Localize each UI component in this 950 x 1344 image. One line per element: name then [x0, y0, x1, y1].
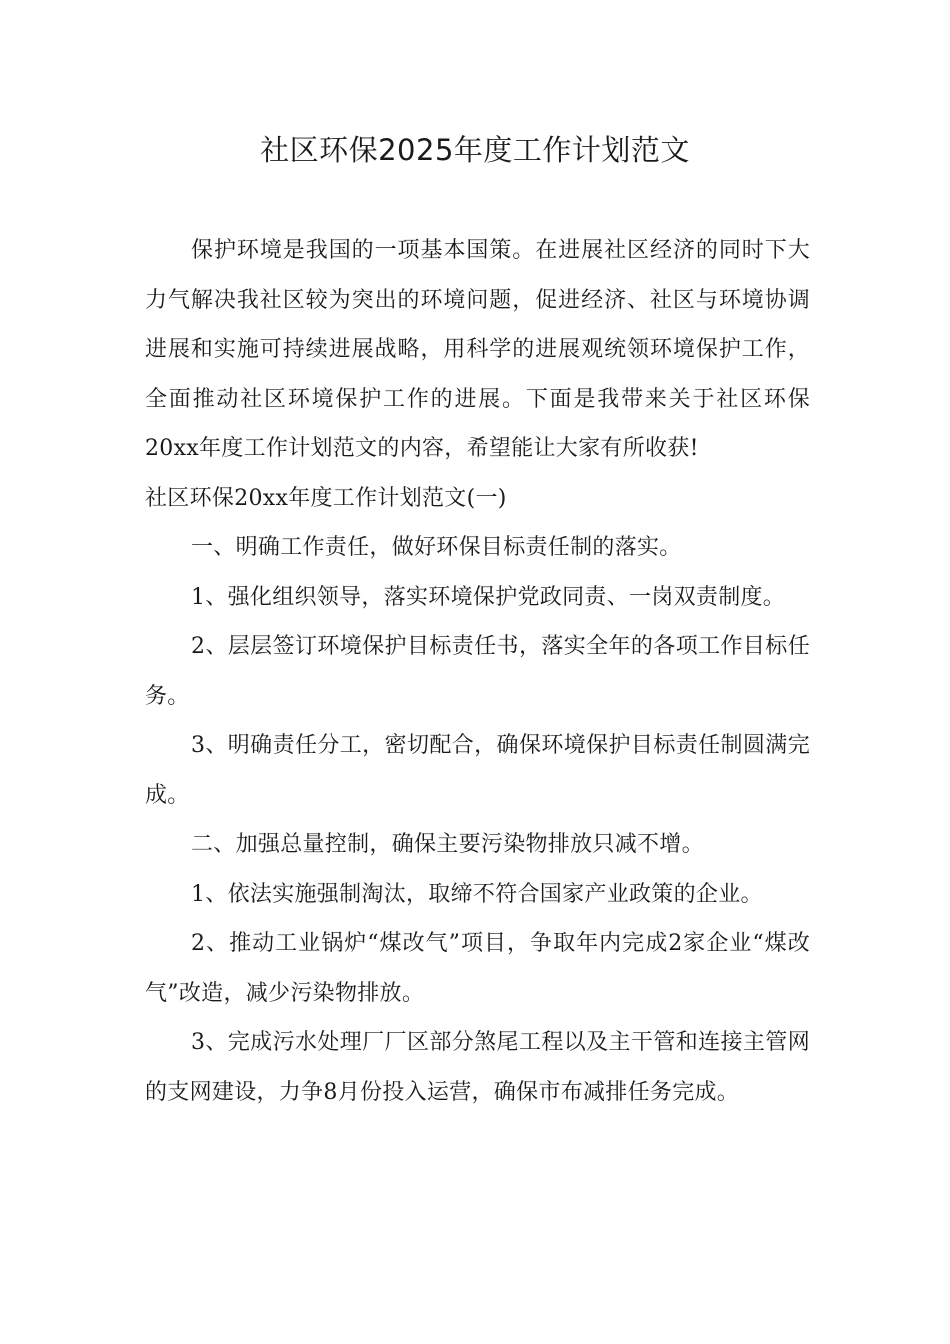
heading-item-2: 二、加强总量控制，确保主要污染物排放只减不增。 [191, 832, 704, 857]
document-title: 社区环保2025年度工作计划范文 [260, 133, 690, 167]
intro-paragraph: 保护环境是我国的一项基本国策。在进展社区经济的同时下大力气解决我社区较为突出的环境问题，促进经济、社区与环境协调进展和实施可持续进展战略，用科学的进展观统领环境保护工作，全面推动社区环境保护工作的进展。下面是我带来关于社区环保20xx年度工作计划范文的内容，希望能让大家有所收获! [145, 238, 810, 461]
list-item: 1、依法实施强制淘汰，取缔不符合国家产业政策的企业。 [191, 881, 763, 907]
list-item: 1、强化组织领导，落实环境保护党政同责、一岗双责制度。 [191, 584, 786, 610]
section-heading: 社区环保20xx年度工作计划范文(一) [145, 485, 507, 511]
document-body [145, 226, 810, 1117]
list-item: 3、完成污水处理厂厂区部分煞尾工程以及主干管和连接主管网的支网建设，力争8月份投入运营，确保市布减排任务完成。 [145, 1030, 810, 1105]
list-item: 3、明确责任分工，密切配合，确保环境保护目标责任制圆满完成。 [145, 733, 810, 808]
list-item: 2、推动工业锅炉“煤改气”项目，争取年内完成2家企业“煤改气”改造，减少污染物排放。 [145, 931, 810, 1006]
heading-item-1: 一、明确工作责任，做好环保目标责任制的落实。 [191, 535, 682, 560]
list-item: 2、层层签订环境保护目标责任书，落实全年的各项工作目标任务。 [145, 634, 810, 709]
